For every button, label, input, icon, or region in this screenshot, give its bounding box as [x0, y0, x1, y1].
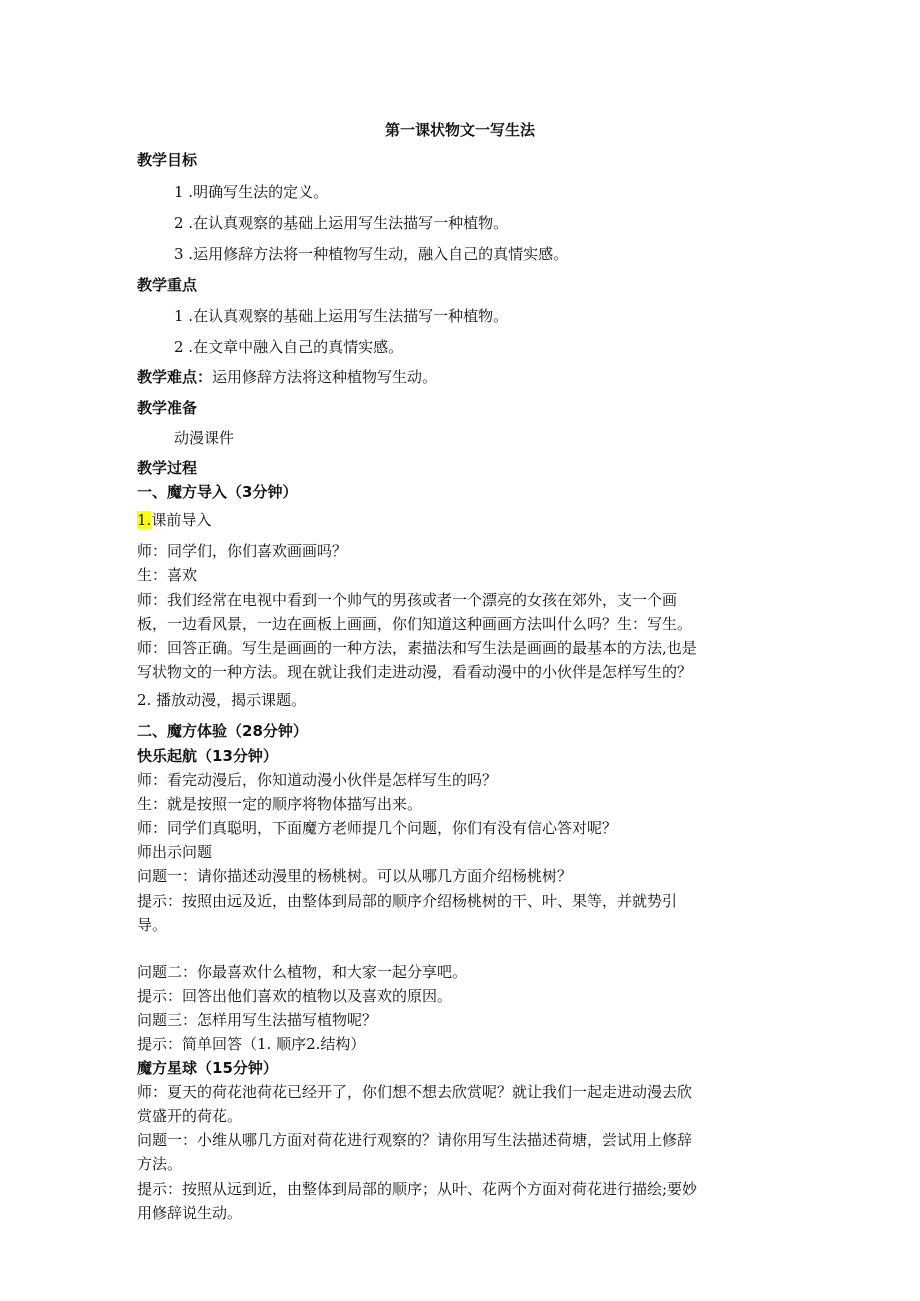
key-point-item: 1 .在认真观察的基础上运用写生法描写一种植物。: [174, 307, 509, 325]
dialogue-line: 师：同学们真聪明，下面魔方老师提几个问题，你们有没有信心答对呢？: [137, 819, 618, 837]
dialogue-line: 师：我们经常在电视中看到一个帅气的男孩或者一个漂亮的女孩在郊外，支一个画: [137, 591, 678, 609]
dialogue-line: 提示：按照从远到近，由整体到局部的顺序；从叶、花两个方面对荷花进行描绘;要妙: [137, 1180, 698, 1198]
dialogue-line: 生：喜欢: [137, 566, 198, 584]
part2-heading: 魔方星球（15分钟）: [137, 1059, 278, 1077]
difficulty-text: 运用修辞方法将这种植物写生动。: [212, 368, 438, 386]
step1-line: [137, 510, 211, 530]
preparation-text: 动漫课件: [174, 429, 235, 447]
page-title: 第一课状物文一写生法: [384, 121, 535, 139]
difficulty-label: 教学难点：: [137, 368, 213, 386]
dialogue-line: 导。: [137, 916, 168, 934]
dialogue-line: 师：看完动漫后，你知道动漫小伙伴是怎样写生的吗？: [137, 771, 498, 789]
dialogue-line: 板，一边看风景，一边在画板上画画，你们知道这种画画方法叫什么吗？生：写生。: [137, 615, 693, 633]
difficulty-line: [137, 367, 437, 387]
step1-number: 1.: [137, 511, 152, 529]
dialogue-line: 师：夏天的荷花池荷花已经开了，你们想不想去欣赏呢？就让我们一起走进动漫去欣: [137, 1083, 693, 1101]
step2-line: 2. 播放动漫，揭示课题。: [137, 691, 307, 709]
dialogue-line: 提示：简单回答（1. 顺序2.结构）: [137, 1035, 366, 1053]
objective-item: 3 .运用修辞方法将一种植物写生动，融入自己的真情实感。: [174, 245, 569, 263]
dialogue-line: 问题三：怎样用写生法描写植物呢？: [137, 1011, 378, 1029]
dialogue-line: 写状物文的一种方法。现在就让我们走进动漫，看看动漫中的小伙伴是怎样写生的？: [137, 663, 693, 681]
step1-text: 课前导入: [151, 511, 212, 529]
dialogue-line: 问题一：小维从哪几方面对荷花进行观察的？请你用写生法描述荷塘，尝试用上修辞: [137, 1131, 693, 1149]
part1-heading: 快乐起航（13分钟）: [137, 747, 278, 765]
section1-heading: 一、魔方导入（3分钟）: [137, 483, 298, 501]
dialogue-line: 生：就是按照一定的顺序将物体描写出来。: [137, 795, 423, 813]
dialogue-line: 师出示问题: [137, 843, 213, 861]
dialogue-line: 师：同学们，你们喜欢画画吗？: [137, 542, 348, 560]
dialogue-line: 师：回答正确。写生是画画的一种方法，素描法和写生法是画画的最基本的方法,也是: [137, 639, 697, 657]
objective-item: 1 .明确写生法的定义。: [174, 183, 329, 201]
objective-item: 2 .在认真观察的基础上运用写生法描写一种植物。: [174, 214, 509, 232]
dialogue-line: 提示：按照由远及近，由整体到局部的顺序介绍杨桃树的干、叶、果等，并就势引: [137, 892, 678, 910]
dialogue-line: 方法。: [137, 1155, 183, 1173]
dialogue-line: 赏盛开的荷花。: [137, 1107, 243, 1125]
key-point-item: 2 .在文章中融入自己的真情实感。: [174, 338, 404, 356]
section2-heading: 二、魔方体验（28分钟）: [137, 722, 308, 740]
dialogue-line: 问题二：你最喜欢什么植物，和大家一起分享吧。: [137, 963, 468, 981]
process-heading: 教学过程: [137, 459, 198, 477]
dialogue-line: 问题一：请你描述动漫里的杨桃树。可以从哪几方面介绍杨桃树？: [137, 867, 573, 885]
dialogue-line: 提示：回答出他们喜欢的植物以及喜欢的原因。: [137, 987, 453, 1005]
preparation-heading: 教学准备: [137, 399, 198, 417]
key-points-heading: 教学重点: [137, 276, 198, 294]
dialogue-line: 用修辞说生动。: [137, 1204, 243, 1222]
objectives-heading: 教学目标: [137, 151, 198, 169]
